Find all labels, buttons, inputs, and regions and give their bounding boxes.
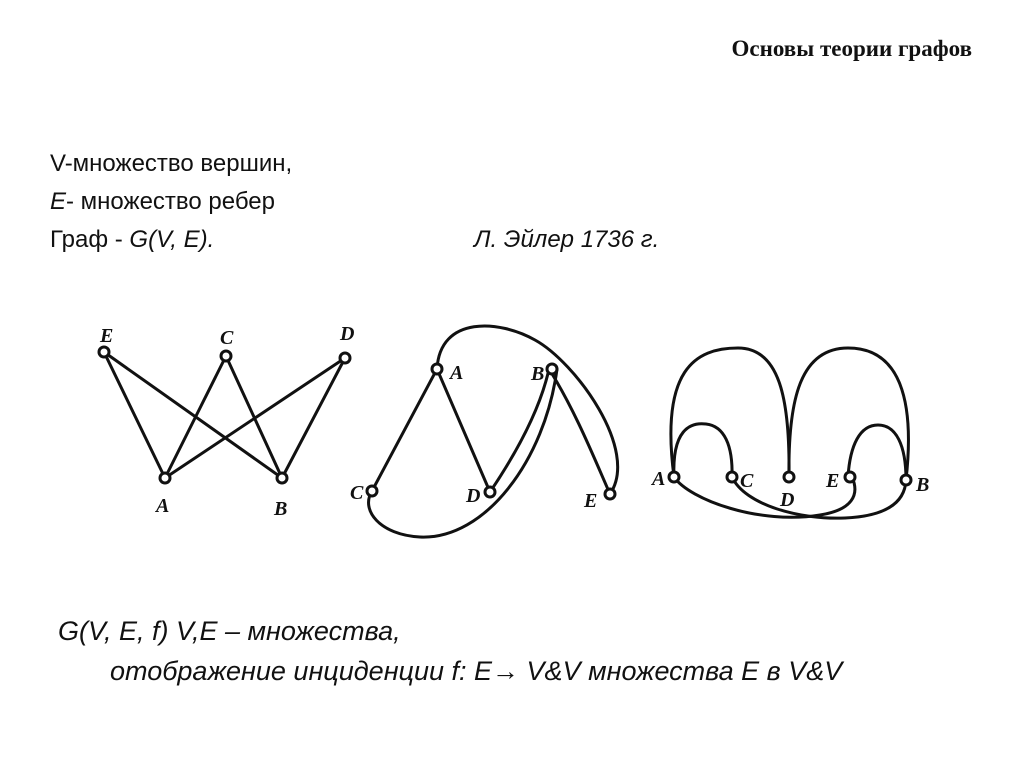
vertex-label: B [916,474,930,496]
edge-set-text: - множество ребер [66,188,275,215]
vertex-label: A [156,495,170,517]
vertex-label: A [652,468,666,490]
vertex-label: D [340,323,355,345]
vertex-set-symbol: V [50,150,65,177]
vertex-label: B [274,498,288,520]
vertex-a [160,473,170,483]
vertex-label: D [466,485,481,507]
arrow-icon: → [492,656,520,686]
vertex-e [845,472,855,482]
graph-prefix: Граф - [50,226,130,253]
edge-set-symbol: E [50,188,67,215]
vertex-label: A [450,362,464,384]
formula-line-2 [110,656,842,687]
vertex-b [547,364,557,374]
vertex-e [605,489,615,499]
incidence-text: отображение инциденции f: E [110,656,493,686]
incidence-rest: V&V множества E в V&V [519,656,843,686]
vertex-e [99,347,109,357]
edge [732,477,906,518]
edge [437,369,490,492]
vertex-b [277,473,287,483]
vertex-set-text: -множество вершин, [64,150,293,177]
vertex-label: D [780,489,795,511]
vertex-a [432,364,442,374]
edge [369,369,557,537]
edge [848,425,906,480]
edge [372,369,437,491]
graph-1 [99,323,354,520]
vertex-d [485,487,495,497]
edge [104,352,165,478]
edge [549,369,610,494]
edge [282,358,345,478]
vertex-d [784,472,794,482]
slide-title: Основы теории графов [731,36,972,61]
vertex-label: E [584,490,598,512]
vertex-c [367,486,377,496]
graph-3 [650,348,929,518]
vertex-label: E [100,325,114,347]
vertex-label: C [220,327,234,349]
vertex-c [727,472,737,482]
vertex-label: B [531,363,545,385]
vertex-d [340,353,350,363]
vertex-a [669,472,679,482]
edge [165,356,226,478]
edge [437,326,618,494]
vertex-b [901,475,911,485]
euler-attribution: Л. Эйлер 1736 г. [474,226,660,253]
vertex-label: C [350,482,364,504]
graph-2 [350,326,618,537]
vertex-c [221,351,231,361]
vertex-label: C [740,470,754,492]
edge [674,424,732,477]
formula-line-1: G(V, E, f) V,E – множества, [58,616,401,646]
vertex-label: E [826,470,840,492]
graph-notation: G(V, E). [129,226,215,253]
